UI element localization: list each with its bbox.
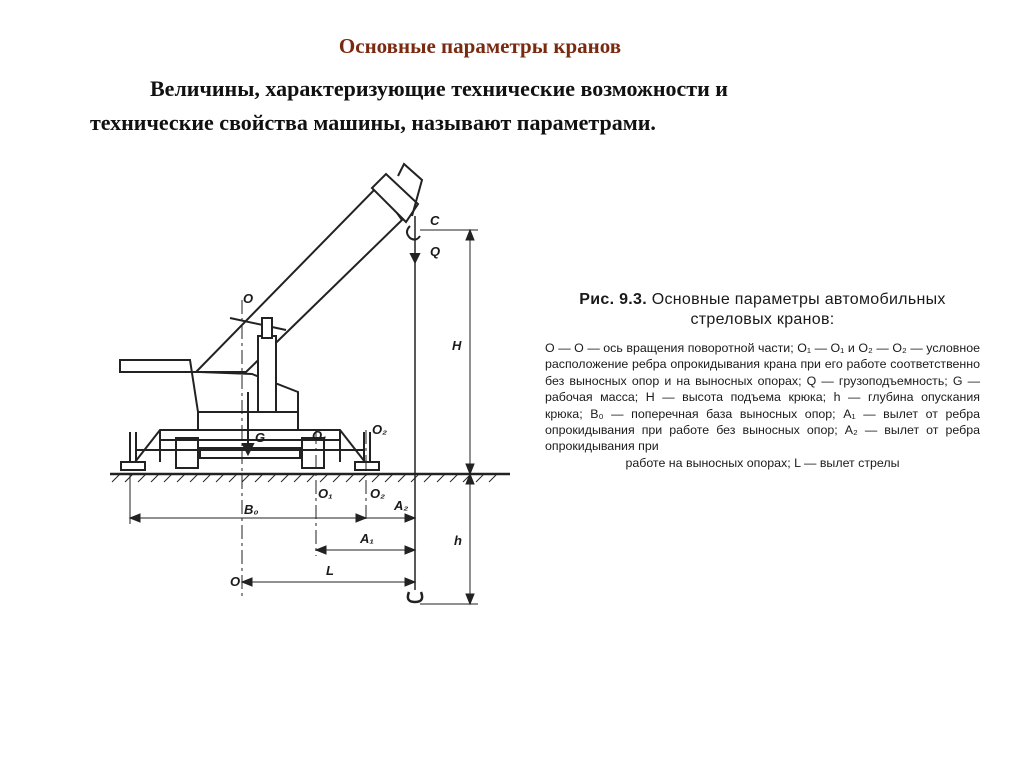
label-h: h (454, 533, 462, 548)
caption-body (545, 340, 980, 471)
caption-text-last: работе на выносных опорах; L — вылет стрелы (625, 455, 900, 470)
label-H: H (452, 338, 462, 353)
label-L: L (326, 563, 334, 578)
label-O2-top: O₂ (372, 422, 388, 437)
label-O2-bottom: O₂ (370, 486, 386, 501)
figure-number: Рис. 9.3. (579, 291, 647, 308)
caption-text: O — O — ось вращения поворотной части; O₁ — O₁ и O₂ — O₂ — условное расположение ребра опрокидывания крана при его работе соответственно без выносных опор и на выносных опорах; Q — грузоподъемность; G — рабочая масса; H — высота подъема крюка; h — глубина опускания крюка; B₀ — поперечная база выносных опор; A₁ — вылет от ребра опрокидывания при работе без выносных опор; A₂ — вылет от ребра опрокидывания при (545, 341, 980, 454)
label-O-top: O (243, 291, 254, 306)
label-A1: A₁ (360, 531, 374, 546)
intro-line-1: Величины, характеризующие технические возможности и (150, 76, 728, 101)
crane-diagram (30, 150, 510, 620)
label-Q: Q (430, 244, 441, 259)
label-O-bottom: O (230, 574, 241, 589)
label-C: C (430, 213, 440, 228)
label-A2: A₂ (394, 498, 409, 513)
boom (196, 164, 422, 372)
figure-title: Основные параметры автомобильных стреловых кранов: (651, 291, 946, 328)
label-O1-bottom: O₁ (318, 486, 333, 501)
intro-line-2: технические свойства машины, называют параметрами. (90, 110, 656, 135)
hook-assembly (407, 216, 422, 602)
caption-heading (545, 290, 980, 330)
height-dimensions (420, 230, 478, 604)
slide-title: Основные параметры кранов (338, 34, 622, 58)
intro-paragraph (90, 72, 950, 140)
figure-caption (545, 290, 980, 471)
label-G: G (255, 430, 266, 445)
horizontal-dimensions (130, 514, 415, 586)
label-O1-top: O₁ (312, 428, 327, 443)
label-B0: B₀ (244, 502, 259, 517)
